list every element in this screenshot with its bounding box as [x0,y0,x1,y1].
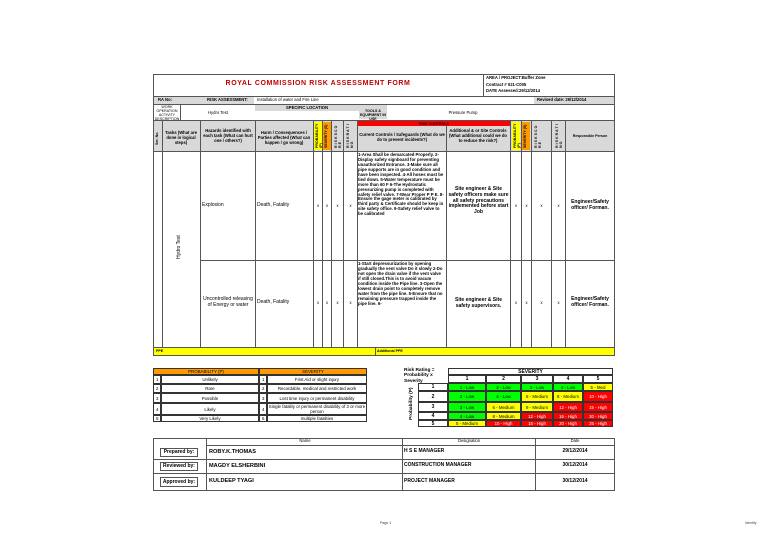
area-project: AREA / PROJECT:Buffer Zone [486,75,546,80]
form-title: ROYAL COMMISSION RISK ASSESSMENT FORM [225,80,411,87]
risk-rating-formula: Risk Rating = Probability x Severity [404,368,435,384]
risk-score-cell-2: x [540,300,543,305]
prepared-by-date: 29/12/2014 [562,448,588,454]
sn-header: Ser. No. [155,131,159,145]
matrix-cell: 4 - Low [448,412,486,420]
matrix-cell: 1 - Low [448,383,486,391]
matrix-cell: 25 - High [583,420,613,427]
severity-row-number: 1 [259,375,267,384]
matrix-col-header: 3 [521,375,553,383]
risk-rating-header: R I S K R A T I N G [346,124,355,148]
hazards-header: Hazards identified with each task (What can hurt one / others?) [203,128,253,143]
matrix-cell: 4 - Low [553,383,583,391]
probability-header: PROBABILITY (P) [315,123,324,148]
matrix-cell: 16 - High [553,412,583,420]
matrix-cell: 3 - Low [448,402,486,412]
severity-header-2: SEVERITY (S) [523,124,527,148]
risk-score-cell-2: x [540,203,543,208]
matrix-row-header: 1 [418,383,448,391]
matrix-cell: 20 - High [583,412,613,420]
matrix-cell: 15 - High [521,420,553,427]
current-controls-cell: 1-Start depressurization by opening gradually the vent valve Do it slowly 2-Do not open the drain valve if the vent valve if still closed.This is to avoid vacum condition inside the Pipe line. 3-Open the lowest drain point to completely remove water from the pipe line. 5-Ensure that no remaining pressure trapped inside the pipe line. 6- [358,261,443,306]
approved-by-date: 30/12/2014 [562,478,588,484]
severity-row-number: 3 [259,393,267,403]
reviewed-by-name: MAGDY ELSHERBINI [209,463,266,469]
additional-ppe-label: Additional PPE [377,349,403,353]
matrix-cell: 6 - Medium [486,402,521,412]
harm-cell: Death, Fatality [257,299,290,305]
severity-row-label: Recordable, medical and restricted work [267,384,367,393]
risk-rating-cell: x [349,300,352,305]
matrix-cell: 12 - High [553,402,583,412]
hazard-cell: Explosion [202,202,224,208]
matrix-col-header: 2 [486,375,521,383]
matrix-cell: 8 - Medium [553,391,583,402]
matrix-cell: 12 - High [521,412,553,420]
signoff-designation-header: Designation [457,438,481,443]
risk-assessment-value: Installation of water and Fire Line [257,97,319,102]
risk-rating-cell: x [349,203,352,208]
matrix-row-header: 3 [418,402,448,412]
severity-cell: x [325,203,329,208]
risk-score-cell: x [336,300,339,305]
revised-date: Revised date: 29/12/2014 [537,97,587,102]
matrix-col-header: 1 [448,375,486,383]
matrix-cell: 20 - High [553,420,583,427]
footer-right: Identity [745,521,757,525]
current-controls-cell: 1-Area Shall be demarcated Properly. 2-Display safety signboard for preventing unauthorized Entrance. 3-Make sure all pipe supports are in good condition and have been inspected. 4-All hoses must be tied down. 5-Water temperature must be more than 60 F 6-The Hydrostatic pressurizing pump is completed with safety relief valve. 7-Wear Proper P P E. 8-Ensure the gage meter is calibrated by third party & Certificate should be keep in site safety office. 9-Safety relief valve to be calibrated [358,152,444,217]
matrix-cell: 6 - Medium [521,391,553,402]
probability-row-number: 3 [153,393,161,403]
severity-row-number: 2 [259,384,267,393]
hazard-cell: Uncontrolled releasing of Energy or water [203,296,253,308]
matrix-cell: 2 - Low [448,391,486,402]
probability-row-label: Likely [161,403,259,415]
matrix-col-header: 4 [553,375,583,383]
approved-by-label: Approved by: [162,479,196,485]
probability-row-number: 4 [153,403,161,415]
additional-controls-cell: Site engineer & Site safety officers make sure all safety precautions implemented before start Job [448,186,509,215]
probability-row-number: 1 [153,375,161,384]
responsible-cell: Engineer/Safety officer/ Forman. [571,296,609,308]
responsible-header: Responsible Person [572,134,608,138]
probability-header-2: PROBABILITY (P) [513,123,522,148]
responsible-cell: Engineer/Safety officer/ Forman. [571,199,609,211]
risk-score-header: R I S K S C O R E [334,125,343,148]
tools-label: TOOLS & EQUIPMENT IN USE [360,109,386,122]
approved-by-name: KULDEEP TYAGI [209,478,254,484]
severity-row-label: multiple fatalities [267,415,367,422]
probability-table-title: PROBABILITY (P) [153,368,259,375]
severity-table-title: SEVERITY [259,368,367,375]
current-controls-header: Current Controls / Safeguards (What do we do to prevent incidents?) [359,132,445,142]
severity-row-label: Lost time injury or permanent disability [267,393,367,403]
prepared-by-name: ROBY.K.THOMAS [209,449,256,455]
probability-cell: x [316,300,320,305]
matrix-row-header: 4 [418,412,448,420]
tasks-header: Tasks (What are done in logical steps) [165,130,197,145]
harm-header: Harm / Consequences / Parties affected (What can happen / go wrong) [257,130,311,145]
severity-cell: x [325,300,329,305]
date-assessed: DATE Assessed:29/12/2014 [486,88,541,93]
specific-location-label: SPECIFIC LOCATION [285,105,329,110]
probability-cell-2: x [514,203,518,208]
probability-row-number: 2 [153,384,161,393]
harm-cell: Death, Fatality [257,202,290,208]
task-name: Hydro Test [176,235,182,259]
ra-no-label: RA No: [158,97,173,102]
reviewed-by-designation: CONSTRUCTION MANAGER [404,462,472,468]
severity-cell-2: x [525,203,528,208]
matrix-cell: 8 - Medium [486,412,521,420]
matrix-probability-label: Probability (P) [409,387,414,421]
page-number: Page 1 [380,521,392,525]
reviewed-by-label: Reviewed by: [163,463,195,469]
severity-row-label: First Aid or slight injury [267,375,367,384]
matrix-cell: 10 - High [486,420,521,427]
work-operation-value: Hydro Test [208,110,228,115]
severity-row-number: 5 [259,415,267,422]
signoff-date-header: Date [570,438,580,443]
work-operation-label: WORK OPERATION ACTIVITY DESCRIPTION [154,105,180,122]
matrix-cell: 9 - Medium [521,402,553,412]
contract-number: Contract # 021-C005 [486,82,527,87]
matrix-cell: 10 - High [583,391,613,402]
matrix-severity-label: SEVERITY [448,368,613,375]
probability-row-number: 5 [153,415,161,422]
matrix-cell: 2 - Low [486,383,521,391]
probability-row-label: Rare [161,384,259,393]
matrix-cell: 4 - Low [486,391,521,402]
matrix-cell: 5 - Med [583,383,613,391]
signoff-name-header: Name [299,438,311,443]
probability-cell: x [316,203,320,208]
severity-row-number: 4 [259,403,267,415]
reviewed-by-date: 30/12/2014 [562,462,588,468]
probability-cell-2: x [514,300,518,305]
additional-controls-header: Additional & or Site Controls (What additional could we do to reduce the risk?) [449,128,507,143]
matrix-cell: 3 - Low [521,383,553,391]
matrix-cell: 5 - Medium [448,420,486,427]
risk-rating-cell-2: x [557,300,560,305]
matrix-row-header: 5 [418,420,448,427]
severity-header: SEVERITY (S) [324,124,328,148]
matrix-col-header: 5 [583,375,613,383]
risk-rating-header-2: R I S K R A T I N G [555,124,564,148]
matrix-cell: 15 - High [583,402,613,412]
risk-score-cell: x [336,203,339,208]
ppe-label: PPE [156,349,164,353]
risk-controls-header: RISK CONTROLS [419,121,449,126]
risk-rating-cell-2: x [557,203,560,208]
probability-row-label: Possible [161,393,259,403]
prepared-by-label: Prepared by: [163,449,195,455]
probability-row-label: Unlikely [161,375,259,384]
approved-by-designation: PROJECT MANAGER [404,478,455,484]
tools-value: Pressure Pump [448,110,478,115]
additional-controls-cell: Site engineer & Site safety supervisors. [455,297,502,309]
risk-score-header-2: R I S K S C O R E [534,125,543,148]
matrix-row-header: 2 [418,391,448,402]
risk-assessment-label: RISK ASSESSMENT: [207,97,248,102]
probability-row-label: Very Likely [161,415,259,422]
severity-cell-2: x [525,300,528,305]
prepared-by-designation: H S E MANAGER [404,448,445,454]
severity-row-label: Single fatality or permanent disability of 3 or more person [268,404,366,414]
